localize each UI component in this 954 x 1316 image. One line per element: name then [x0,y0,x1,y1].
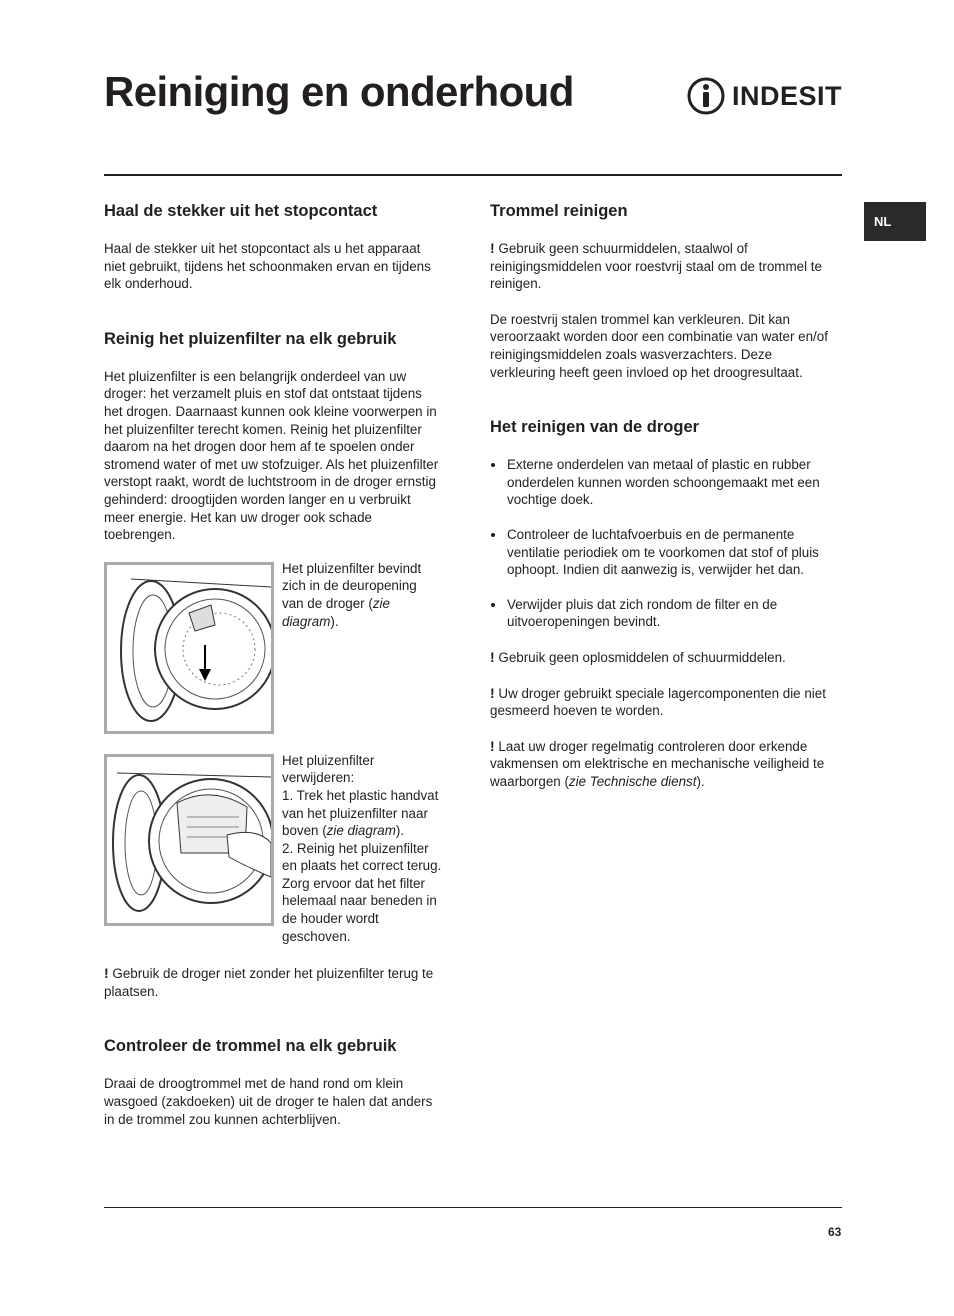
warning-icon: ! [490,648,495,665]
section-heading-clean-drum: Trommel reinigen [490,202,628,220]
diagram-ref-1: zie diagram [282,595,390,629]
warning-bearings [490,685,830,720]
clean-dryer-list [490,456,830,631]
brand-name: INDESIT [732,80,843,111]
indesit-i-logo-icon [686,76,726,116]
warning-solvents-text: Gebruik geen oplosmiddelen of schuurmiddelen. [498,649,786,665]
header-rule [104,174,842,176]
section-body-check-drum: Draai de droogtrommel met de hand rond om klein wasgoed (zakdoeken) uit de droger te halen dat anders in de trommel zou kunnen achterblijven. [104,1076,433,1127]
warning-lint-filter-text: Gebruik de droger niet zonder het pluizenfilter terug te plaatsen. [104,966,434,999]
technical-service-ref: zie Technische dienst [568,773,697,789]
warning-icon: ! [104,965,109,982]
warning-icon: ! [490,684,495,701]
figure-caption-1-text: Het pluizenfilter bevindt zich in de deuropening van de droger [282,560,422,611]
warning-lint-filter [104,965,442,1000]
warning-clean-drum [490,240,830,293]
figure-row-1 [104,562,442,734]
figure-caption-2: Het pluizenfilter verwijderen: 1. Trek het plastic handvat van het pluizenfilter naar boven (zie diagram). 2. Reinig het pluizenfilter en plaats het correct terug. Zorg ervoor dat het filter helemaal naar beneden in de houder wordt geschoven. [282,752,442,944]
figure-caption-2-step2: 2. Reinig het pluizenfilter en plaats het correct terug. Zorg ervoor dat het filter helemaal naar beneden in de houder wordt geschoven. [282,840,442,944]
warning-solvents [490,649,830,667]
section-body-clean-drum: De roestvrij stalen trommel kan verkleuren. Dit kan veroorzaakt worden door een combinatie van water en/of reinigingsmiddelen zoals wasverzachters. Deze verkleuring heeft geen invloed op het droogresultaat. [490,311,828,380]
warning-bearings-text: Uw droger gebruikt speciale lagercomponenten die niet gesmeerd hoeven te worden. [490,685,826,719]
page-number: 63 [828,1225,842,1239]
section-body-lint-filter: Het pluizenfilter is een belangrijk onderdeel van uw droger: het verzamelt pluis en stof dat ontstaat tijdens het drogen. Daarnaast kunnen ook kleine voorwerpen in het pluizenfilter terecht komen. Reinig het pluizenfilter daarom na het drogen door hem af te spoelen onder stromend water of met uw stofzuiger. Als het pluizenfilter verstopt raakt, wordt de luchtstroom in de droger ernstig gehinderd: droogtijden worden langer en u verbruikt meer energie. Het kan uw droger ook schade toebrengen. [104,368,439,543]
diagram-ref-2: zie diagram [326,823,396,839]
figure-caption-2-step1: 1. Trek het plastic handvat van het pluizenfilter naar boven [282,787,439,839]
right-column [490,200,830,808]
dryer-door-filter-diagram [104,562,274,734]
section-heading-clean-dryer: Het reinigen van de droger [490,418,700,437]
section-heading-unplug: Haal de stekker uit het stopcontact [104,202,378,220]
figure-row-2 [104,754,442,946]
section-heading-lint-filter: Reinig het pluizenfilter na elk gebruik [104,329,397,348]
warning-clean-drum-text: Gebruik geen schuurmiddelen, staalwol of reinigingsmiddelen voor roestvrij staal om de trommel te reinigen. [490,241,822,292]
figure-caption-1: Het pluizenfilter bevindt zich in de deuropening van de droger (zie diagram). [282,560,422,629]
brand-logo [686,76,842,116]
section-heading-check-drum: Controleer de trommel na elk gebruik [104,1037,397,1056]
page-title: Reiniging en onderhoud [104,68,574,115]
warning-inspection-text: Laat uw droger regelmatig controleren door erkende vakmensen om elektrische en mechanische veiligheid te waarborgen [490,738,825,789]
list-item: Externe onderdelen van metaal of plastic en rubber onderdelen kunnen worden schoongemaakt met een vochtige doek. [490,456,830,509]
list-item: Controleer de luchtafvoerbuis en de permanente ventilatie periodiek om te voorkomen dat stof of pluis ophoopt. Indien dit aanwezig is, verwijder het dan. [490,526,830,579]
section-body-unplug: Haal de stekker uit het stopcontact als u het apparaat niet gebruikt, tijdens het schoonmaken ervan en tijdens elk onderhoud. [104,241,431,292]
dryer-filter-removal-diagram [104,754,274,926]
left-column [104,200,442,1146]
footer-rule [104,1207,842,1208]
language-tab: NL [864,202,926,241]
warning-inspection: ! Laat uw droger regelmatig controleren door erkende vakmensen om elektrische en mechanische veiligheid te waarborgen (zie Technische dienst). [490,737,825,789]
figure-caption-2-title: Het pluizenfilter verwijderen: [282,752,375,786]
warning-icon: ! [490,737,495,754]
warning-icon: ! [490,240,495,256]
list-item: Verwijder pluis dat zich rondom de filter en de uitvoeropeningen bevindt. [490,596,830,631]
